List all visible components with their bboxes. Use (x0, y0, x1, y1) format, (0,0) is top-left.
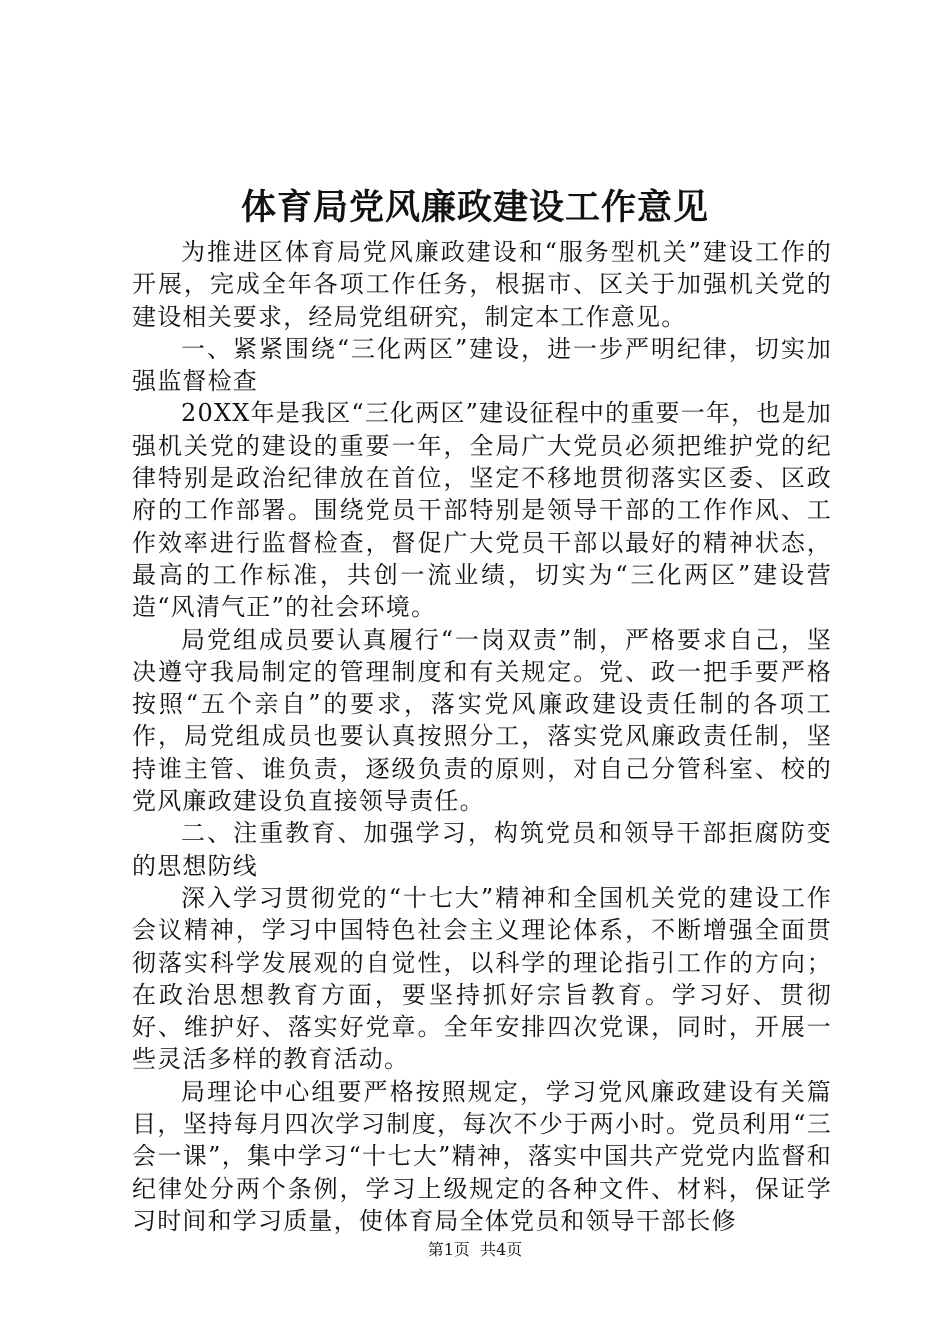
document-title: 体育局党风廉政建设工作意见 (240, 187, 709, 228)
section-heading-1: 一、紧紧围绕“三化两区”建设，进一步严明纪律，切实加强监督检查 (132, 334, 832, 396)
paragraph-section-2-b: 局理论中心组要严格按照规定，学习党风廉政建设有关篇目，坚持每月四次学习制度，每次不少于两小时。党员利用“三会一课”，集中学习“十七大”精神，落实中国共产党党内监督和纪律处分两个条例，学习上级规定的各种文件、材料，保证学习时间和学习质量，使体育局全体党员和领导干部长修 (132, 1077, 832, 1235)
page-number: 第1页 (427, 1240, 470, 1259)
page-total: 共4页 (480, 1240, 523, 1259)
paragraph-intro: 为推进区体育局党风廉政建设和“服务型机关”建设工作的开展，完成全年各项工作任务，根据市、区关于加强机关党的建设相关要求，经局党组研究，制定本工作意见。 (132, 238, 832, 331)
paragraph-section-1-a: 20XX年是我区“三化两区”建设征程中的重要一年，也是加强机关党的建设的重要一年，全局广大党员必须把维护党的纪律特别是政治纪律放在首位，坚定不移地贯彻落实区委、区政府的工作部署。围绕党员干部特别是领导干部的工作作风、工作效率进行监督检查，督促广大党员干部以最好的精神状态，最高的工作标准，共创一流业绩，切实为“三化两区”建设营造“风清气正”的社会环境。 (132, 399, 832, 622)
paragraph-section-2-a: 深入学习贯彻党的“十七大”精神和全国机关党的建设工作会议精神，学习中国特色社会主义理论体系，不断增强全面贯彻落实科学发展观的自觉性，以科学的理论指引工作的方向；在政治思想教育方面，要坚持抓好宗旨教育。学习好、贯彻好、维护好、落实好党章。全年安排四次党课，同时，开展一些灵活多样的教育活动。 (132, 883, 832, 1074)
section-heading-2: 二、注重教育、加强学习，构筑党员和领导干部拒腐防变的思想防线 (132, 819, 832, 880)
paragraph-section-1-b: 局党组成员要认真履行“一岗双责”制，严格要求自己，坚决遵守我局制定的管理制度和有关规定。党、政一把手要严格按照“五个亲自”的要求，落实党风廉政建设责任制的各项工作，局党组成员也要认真按照分工，落实党风廉政责任制，坚持谁主管、谁负责，逐级负责的原则，对自己分管科室、校的党风廉政建设负直接领导责任。 (132, 625, 832, 816)
page-footer (0, 1240, 950, 1260)
document-body (132, 236, 832, 1237)
